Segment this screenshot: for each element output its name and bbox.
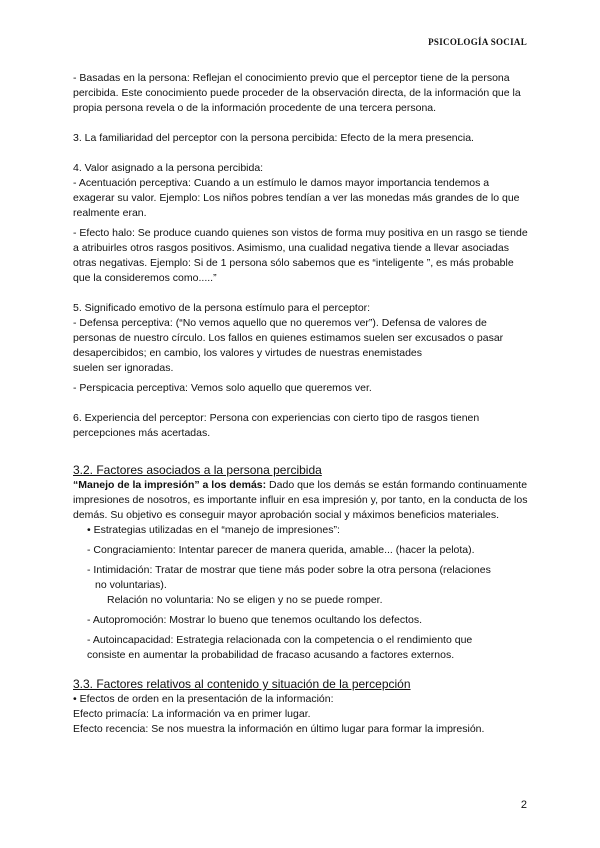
paragraph-perspicacia: - Perspicacia perceptiva: Vemos solo aquello que queremos ver.	[73, 382, 372, 394]
heading-valor-asignado: 4. Valor asignado a la persona percibida:	[73, 162, 264, 174]
item-autoincapacidad	[73, 633, 528, 663]
autoincapacidad-line-2: consiste en aumentar la probabilidad de fracaso acusando a factores externos.	[87, 649, 455, 661]
bullet-estrategias: • Estrategias utilizadas en el “manejo de impresiones”:	[87, 524, 340, 536]
paragraph-defensa-perceptiva-end: suelen ser ignoradas.	[73, 362, 174, 374]
relacion-no-voluntaria: Relación no voluntaria: No se eligen y no se puede romper.	[107, 594, 383, 606]
heading-significado-emotivo: 5. Significado emotivo de la persona estímulo para el perceptor:	[73, 302, 371, 314]
item-congraciamiento: - Congraciamiento: Intentar parecer de manera querida, amable... (hacer la pelota).	[87, 544, 475, 556]
line-efecto-primacia: Efecto primacía: La información va en primer lugar.	[73, 708, 311, 720]
item-autopromocion: - Autopromoción: Mostrar lo bueno que tenemos ocultando los defectos.	[87, 614, 423, 626]
paragraph-experiencia: 6. Experiencia del perceptor: Persona con experiencias con cierto tipo de rasgos tienen percepciones más acertadas.	[73, 412, 480, 439]
bullet-efectos-orden: • Efectos de orden en la presentación de la información:	[73, 693, 334, 705]
paragraph-manejo-impresion	[73, 478, 528, 523]
section-title-3-3: 3.3. Factores relativos al contenido y situación de la percepción	[73, 677, 411, 691]
intimidacion-line-1: - Intimidación: Tratar de mostrar que tiene más poder sobre la otra persona (relaciones	[87, 564, 491, 576]
line-efecto-recencia: Efecto recencia: Se nos muestra la información en último lugar para formar la impresión.	[73, 723, 485, 735]
paragraph-efecto-halo: - Efecto halo: Se produce cuando quienes son vistos de forma muy positiva en un rasgo se tiende a atribuirles otros rasgos positivos. Asimismo, una cualidad negativa tiende a llevar asociadas otras negativas. Ejemplo: Si de 1 persona sólo sabemos que es “inteligente ”, es más probable que la consideremos como.....”	[73, 227, 528, 284]
paragraph-defensa-perceptiva: - Defensa perceptiva: (“No vemos aquello que no queremos ver”). Defensa de valores de personas de nuestro círculo. Los fallos en quienes estimamos suelen ser excusados o pasar desapercibidos; en cambio, los valores y virtudes de nuestras enemistades	[73, 317, 504, 359]
manejo-impresion-text: Dado que los demás se están formando continuamente impresiones de nosotros, es importante influir en esa impresión y, por tanto, en la conducta de los demás. Su objetivo es conseguir mayor aprobación social y máximos beneficios materiales.	[73, 479, 528, 521]
paragraph-familiaridad: 3. La familiaridad del perceptor con la persona percibida: Efecto de la mera presencia.	[73, 132, 474, 144]
item-intimidacion	[73, 563, 528, 593]
paragraph-acentuacion: - Acentuación perceptiva: Cuando a un estímulo le damos mayor importancia tendemos a exagerar su valor. Ejemplo: Los niños pobres tendían a ver las monedas más grandes de lo que realmente eran.	[73, 177, 520, 219]
intimidacion-line-2: no voluntarias).	[95, 579, 167, 591]
page-number: 2	[520, 799, 527, 811]
autoincapacidad-line-1: - Autoincapacidad: Estrategia relacionada con la competencia o el rendimiento que	[87, 634, 473, 646]
paragraph-basadas-persona: - Basadas en la persona: Reflejan el conocimiento previo que el perceptor tiene de la persona percibida. Este conocimiento puede proceder de la observación directa, de la información que la propia persona revela o de la información procedente de una tercera persona.	[73, 72, 521, 114]
page-header: PSICOLOGÍA SOCIAL	[428, 37, 527, 47]
section-title-3-2: 3.2. Factores asociados a la persona percibida	[73, 463, 322, 477]
page-content	[73, 71, 528, 737]
term-manejo-impresion: “Manejo de la impresión” a los demás:	[73, 479, 267, 491]
